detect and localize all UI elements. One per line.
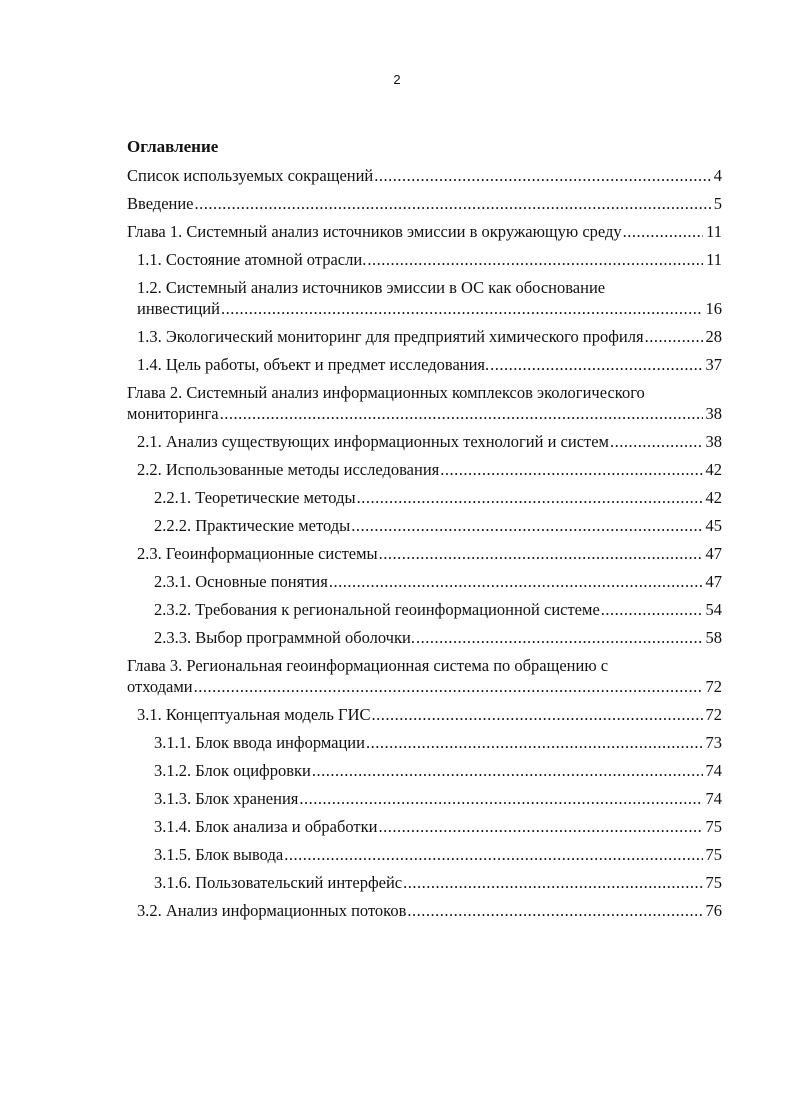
- page-number: 2: [393, 72, 401, 87]
- toc-entry-text: 3.1.6. Пользовательский интерфейс: [154, 873, 403, 892]
- toc-entry-page: 54: [705, 600, 722, 619]
- toc-entry-page: 76: [705, 901, 722, 920]
- toc-title: Оглавление: [127, 137, 219, 156]
- toc-entry-text: 1.2. Системный анализ источников эмиссии в ОС как обоснование: [137, 278, 606, 297]
- toc-entry-page: 4: [713, 166, 722, 185]
- toc-entry-2-2-1[interactable]: [127, 487, 722, 508]
- toc-entry-page: 74: [705, 789, 722, 808]
- dot-leader: [372, 704, 703, 725]
- toc-entry-page: 73: [705, 733, 722, 752]
- toc-entry-abbreviations[interactable]: [127, 165, 722, 186]
- toc-entry-1-3[interactable]: [127, 326, 722, 347]
- toc-entry-text: 3.1. Концептуальная модель ГИС: [137, 705, 371, 724]
- dot-leader: [284, 844, 702, 865]
- toc-entry-introduction[interactable]: [127, 193, 722, 214]
- toc-entry-3-1-4[interactable]: [127, 816, 722, 837]
- dot-leader: [357, 487, 703, 508]
- toc-entry-text: 2.3.2. Требования к региональной геоинформационной системе: [154, 600, 600, 619]
- toc-entry-page: 45: [705, 516, 722, 535]
- dot-leader: [645, 326, 703, 347]
- toc-entry-text: Список используемых сокращений: [127, 166, 374, 185]
- dot-leader: [623, 221, 703, 242]
- toc-entry-page: 75: [705, 845, 722, 864]
- toc-entry-page: 38: [705, 404, 722, 423]
- toc-entry-text: 2.1. Анализ существующих информационных технологий и систем: [137, 432, 609, 451]
- toc-entry-text: 1.4. Цель работы, объект и предмет исследования.: [137, 355, 490, 374]
- toc-entry-text: 1.1. Состояние атомной отрасли.: [137, 250, 367, 269]
- toc-entry-page: 75: [705, 817, 722, 836]
- toc-entry-page: 16: [705, 299, 722, 318]
- dot-leader: [195, 193, 711, 214]
- toc-entry-3-1-2[interactable]: [127, 760, 722, 781]
- dot-leader: [329, 571, 703, 592]
- toc-entry-text: 2.3.3. Выбор программной оболочки.: [154, 628, 415, 647]
- toc-entry-page: 42: [705, 460, 722, 479]
- toc-entry-page: 58: [705, 628, 722, 647]
- toc-entry-text: 3.1.5. Блок вывода: [154, 845, 284, 864]
- toc-entry-text: Введение: [127, 194, 194, 213]
- toc-entry-2-2[interactable]: [127, 459, 722, 480]
- toc-entry-2-2-2[interactable]: [127, 515, 722, 536]
- dot-leader: [440, 459, 702, 480]
- toc-entry-text: 2.2.1. Теоретические методы: [154, 488, 356, 507]
- toc-entry-text: 3.1.1. Блок ввода информации: [154, 733, 365, 752]
- toc-entry-text: Глава 2. Системный анализ информационных комплексов экологического: [127, 383, 645, 402]
- toc-entry-2-3-2[interactable]: [127, 599, 722, 620]
- dot-leader: [379, 543, 703, 564]
- toc-entry-2-1[interactable]: [127, 431, 722, 452]
- dot-leader: [490, 354, 702, 375]
- dot-leader: [366, 732, 703, 753]
- dot-leader: [407, 900, 702, 921]
- toc-entry-text: 3.1.4. Блок анализа и обработки: [154, 817, 378, 836]
- toc-entry-page: 74: [705, 761, 722, 780]
- toc-entry-text-cont: отходами: [127, 677, 193, 696]
- toc-entry-1-2[interactable]: [127, 277, 722, 319]
- dot-leader: [374, 165, 710, 186]
- toc-entry-text: 2.2. Использованные методы исследования: [137, 460, 440, 479]
- toc-entry-text: 2.2.2. Практические методы: [154, 516, 351, 535]
- toc-entry-3-1-3[interactable]: [127, 788, 722, 809]
- dot-leader: [378, 816, 702, 837]
- toc-entry-3-2[interactable]: [127, 900, 722, 921]
- toc-entry-page: 11: [706, 222, 722, 241]
- toc-entry-page: 38: [705, 432, 722, 451]
- dot-leader: [601, 599, 703, 620]
- toc-entry-1-4[interactable]: [127, 354, 722, 375]
- toc-entry-text: 3.2. Анализ информационных потоков: [137, 901, 407, 920]
- toc-entry-page: 37: [705, 355, 722, 374]
- toc-entry-text: 3.1.3. Блок хранения: [154, 789, 299, 808]
- dot-leader: [610, 431, 703, 452]
- toc-entry-text: 1.3. Экологический мониторинг для предприятий химического профиля: [137, 327, 644, 346]
- toc-entry-text: 2.3.1. Основные понятия: [154, 572, 328, 591]
- toc-entry-page: 72: [705, 705, 722, 724]
- toc-entry-text: Глава 3. Региональная геоинформационная система по обращению с: [127, 656, 609, 675]
- dot-leader: [416, 627, 703, 648]
- toc-entry-text: Глава 1. Системный анализ источников эмиссии в окружающую среду: [127, 222, 622, 241]
- toc-entry-3-1-5[interactable]: [127, 844, 722, 865]
- dot-leader: [367, 249, 703, 270]
- toc-entry-3-1-6[interactable]: [127, 872, 722, 893]
- toc-entry-chapter-3[interactable]: [127, 655, 722, 697]
- toc-entry-2-3-1[interactable]: [127, 571, 722, 592]
- toc-entry-page: 75: [705, 873, 722, 892]
- toc-entry-3-1[interactable]: [127, 704, 722, 725]
- dot-leader: [220, 403, 703, 424]
- toc-entry-chapter-2[interactable]: [127, 382, 722, 424]
- toc-entry-page: 47: [705, 544, 722, 563]
- dot-leader: [351, 515, 702, 536]
- toc-entry-page: 42: [705, 488, 722, 507]
- toc-entry-1-1[interactable]: [127, 249, 722, 270]
- toc-entry-text: 2.3. Геоинформационные системы: [137, 544, 378, 563]
- toc-entry-page: 47: [705, 572, 722, 591]
- toc-entry-2-3-3[interactable]: [127, 627, 722, 648]
- toc-entry-page: 5: [713, 194, 722, 213]
- toc-entry-page: 11: [706, 250, 722, 269]
- dot-leader: [403, 872, 702, 893]
- table-of-contents: [127, 165, 722, 928]
- toc-entry-text-cont: инвестиций: [137, 299, 220, 318]
- dot-leader: [312, 760, 703, 781]
- toc-entry-chapter-1[interactable]: [127, 221, 722, 242]
- toc-entry-page: 72: [705, 677, 722, 696]
- dot-leader: [194, 676, 703, 697]
- toc-entry-text-cont: мониторинга: [127, 404, 219, 423]
- toc-entry-3-1-1[interactable]: [127, 732, 722, 753]
- dot-leader: [221, 298, 703, 319]
- dot-leader: [299, 788, 702, 809]
- toc-entry-text: 3.1.2. Блок оцифровки: [154, 761, 311, 780]
- toc-entry-2-3[interactable]: [127, 543, 722, 564]
- toc-entry-page: 28: [705, 327, 722, 346]
